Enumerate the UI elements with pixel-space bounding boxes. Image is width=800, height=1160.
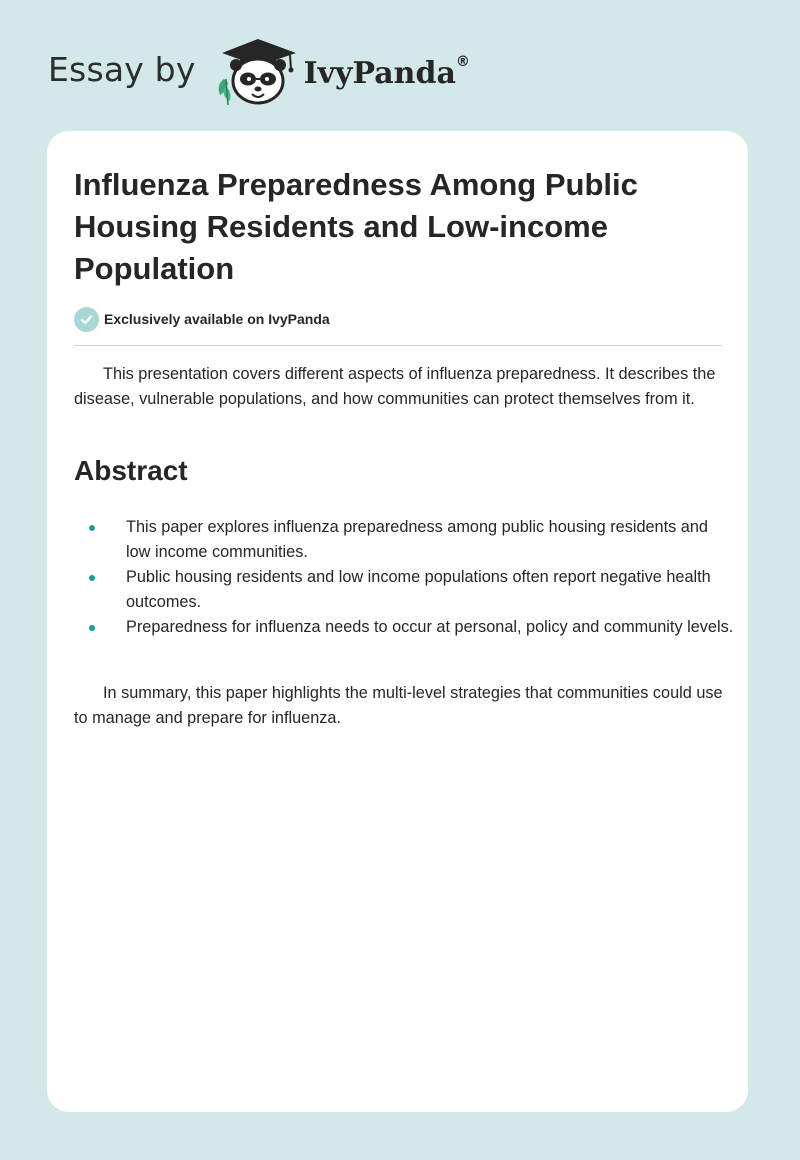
brand-prefix: Essay by bbox=[48, 49, 196, 89]
summary-paragraph: In summary, this paper highlights the multi-level strategies that communities could use to manage and prepare for influenza. bbox=[74, 684, 723, 727]
exclusive-badge bbox=[74, 306, 330, 332]
brand-header bbox=[48, 36, 470, 106]
abstract-heading: Abstract bbox=[74, 455, 188, 486]
panda-logo-icon bbox=[212, 35, 302, 107]
abstract-list bbox=[74, 515, 734, 640]
list-item: Preparedness for influenza needs to occur at personal, policy and community levels. bbox=[74, 615, 734, 640]
exclusive-label: Exclusively available on IvyPanda bbox=[104, 311, 330, 327]
intro-paragraph: This presentation covers different aspects of influenza preparedness. It describes the disease, vulnerable populations, and how communities can protect themselves from it. bbox=[74, 365, 716, 408]
page-title: Influenza Preparedness Among Public Housing Residents and Low-income Population bbox=[74, 167, 638, 286]
brand-name: IvyPanda® bbox=[303, 53, 470, 91]
check-icon bbox=[74, 307, 99, 332]
list-item: Public housing residents and low income populations often report negative health outcomes. bbox=[74, 565, 734, 615]
document-card bbox=[47, 131, 748, 1112]
list-item: This paper explores influenza preparedness among public housing residents and low income communities. bbox=[74, 515, 734, 565]
divider bbox=[74, 345, 722, 346]
